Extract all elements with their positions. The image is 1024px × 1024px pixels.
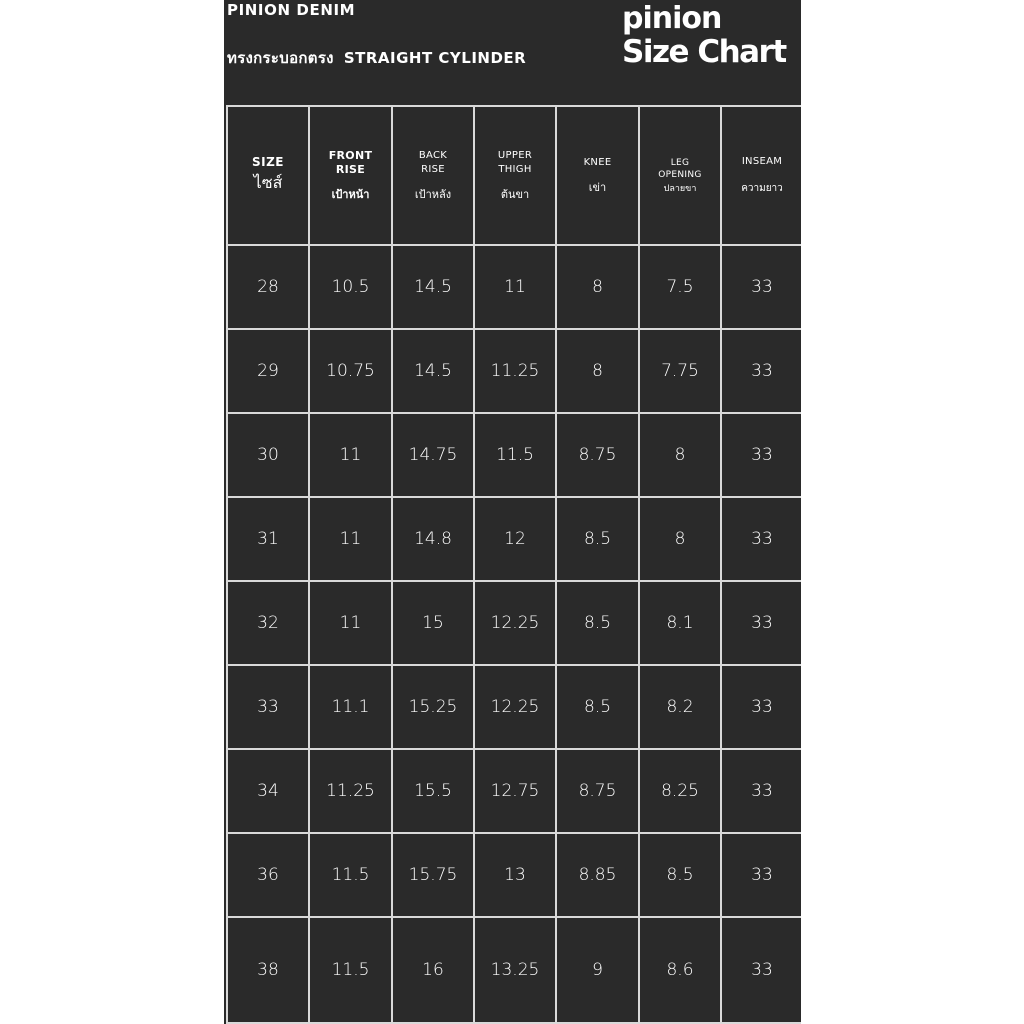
size-cell: 30 bbox=[226, 412, 310, 498]
measurement-cell: 13 bbox=[473, 832, 557, 918]
measurement-cell: 12.75 bbox=[473, 748, 557, 834]
size-cell: 32 bbox=[226, 580, 310, 666]
size-cell: 36 bbox=[226, 832, 310, 918]
header-cell bbox=[720, 105, 801, 246]
measurement-cell: 8.1 bbox=[638, 580, 722, 666]
measurement-cell: 33 bbox=[720, 328, 801, 414]
header-cell bbox=[308, 105, 393, 246]
measurement-cell: 8.75 bbox=[555, 412, 640, 498]
measurement-cell: 11.25 bbox=[308, 748, 393, 834]
header-cell bbox=[638, 105, 722, 246]
measurement-cell: 8.5 bbox=[555, 580, 640, 666]
logo-line-1: pinion bbox=[622, 1, 722, 36]
measurement-cell: 33 bbox=[720, 580, 801, 666]
header-label-th: ความยาว bbox=[741, 183, 783, 194]
measurement-cell: 13.25 bbox=[473, 916, 557, 1024]
size-cell: 34 bbox=[226, 748, 310, 834]
brand-name: PINION DENIM bbox=[227, 1, 356, 19]
measurement-cell: 12.25 bbox=[473, 664, 557, 750]
measurement-cell: 33 bbox=[720, 916, 801, 1024]
measurement-cell: 8.5 bbox=[555, 496, 640, 582]
measurement-cell: 8.85 bbox=[555, 832, 640, 918]
header-label-en: LEG OPENING bbox=[658, 157, 702, 180]
measurement-cell: 8 bbox=[555, 328, 640, 414]
measurement-cell: 11.1 bbox=[308, 664, 393, 750]
header-label-th: ปลายขา bbox=[663, 183, 697, 194]
measurement-cell: 33 bbox=[720, 748, 801, 834]
measurement-cell: 14.5 bbox=[391, 244, 475, 330]
header-label-en: KNEE bbox=[583, 156, 612, 168]
header-cell bbox=[226, 105, 310, 246]
measurement-cell: 8.25 bbox=[638, 748, 722, 834]
measurement-cell: 9 bbox=[555, 916, 640, 1024]
fit-style-english: STRAIGHT CYLINDER bbox=[343, 49, 527, 67]
measurement-cell: 14.8 bbox=[391, 496, 475, 582]
size-cell: 29 bbox=[226, 328, 310, 414]
measurement-cell: 8 bbox=[555, 244, 640, 330]
header-label-th: ไซส์ bbox=[253, 173, 283, 192]
measurement-cell: 10.75 bbox=[308, 328, 393, 414]
header-label-en: INSEAM bbox=[741, 156, 783, 167]
header-cell bbox=[473, 105, 557, 246]
measurement-cell: 33 bbox=[720, 244, 801, 330]
measurement-cell: 11.5 bbox=[308, 916, 393, 1024]
measurement-cell: 8.2 bbox=[638, 664, 722, 750]
measurement-cell: 8.6 bbox=[638, 916, 722, 1024]
measurement-cell: 11 bbox=[308, 496, 393, 582]
measurement-cell: 12.25 bbox=[473, 580, 557, 666]
header-label-en: UPPER THIGH bbox=[497, 149, 533, 175]
measurement-cell: 10.5 bbox=[308, 244, 393, 330]
size-cell: 38 bbox=[226, 916, 310, 1024]
size-chart-panel bbox=[224, 0, 801, 1024]
header-label-th: เป้าหลัง bbox=[414, 187, 452, 201]
header-label-th: เข่า bbox=[588, 180, 607, 194]
fit-style bbox=[227, 46, 526, 70]
measurement-cell: 14.75 bbox=[391, 412, 475, 498]
header-label-th: ต้นขา bbox=[500, 187, 530, 201]
header-label-en: SIZE bbox=[251, 155, 284, 169]
measurement-cell: 11.25 bbox=[473, 328, 557, 414]
header-label-en: FRONT RISE bbox=[328, 148, 373, 176]
measurement-cell: 11 bbox=[473, 244, 557, 330]
fit-style-thai: ทรงกระบอกตรง bbox=[227, 49, 334, 67]
measurement-cell: 33 bbox=[720, 832, 801, 918]
size-cell: 31 bbox=[226, 496, 310, 582]
size-cell: 28 bbox=[226, 244, 310, 330]
measurement-cell: 8.5 bbox=[555, 664, 640, 750]
measurement-cell: 33 bbox=[720, 664, 801, 750]
measurement-cell: 12 bbox=[473, 496, 557, 582]
measurement-cell: 7.5 bbox=[638, 244, 722, 330]
header-cell bbox=[391, 105, 475, 246]
size-cell: 33 bbox=[226, 664, 310, 750]
measurement-cell: 33 bbox=[720, 412, 801, 498]
measurement-cell: 11 bbox=[308, 580, 393, 666]
measurement-cell: 11 bbox=[308, 412, 393, 498]
logo-line-2: Size Chart bbox=[622, 34, 786, 70]
measurement-cell: 16 bbox=[391, 916, 475, 1024]
measurement-cell: 7.75 bbox=[638, 328, 722, 414]
measurement-cell: 14.5 bbox=[391, 328, 475, 414]
measurement-cell: 33 bbox=[720, 496, 801, 582]
header-label-th: เป้าหน้า bbox=[331, 187, 370, 201]
measurement-cell: 15.75 bbox=[391, 832, 475, 918]
measurement-cell: 15.5 bbox=[391, 748, 475, 834]
measurement-cell: 8 bbox=[638, 496, 722, 582]
measurement-cell: 11.5 bbox=[473, 412, 557, 498]
header-label-en: BACK RISE bbox=[418, 149, 448, 175]
logo bbox=[622, 1, 786, 70]
measurement-cell: 15.25 bbox=[391, 664, 475, 750]
measurement-cell: 15 bbox=[391, 580, 475, 666]
measurement-cell: 8.75 bbox=[555, 748, 640, 834]
measurement-cell: 8.5 bbox=[638, 832, 722, 918]
measurement-cell: 8 bbox=[638, 412, 722, 498]
header-cell bbox=[555, 105, 640, 246]
measurement-cell: 11.5 bbox=[308, 832, 393, 918]
